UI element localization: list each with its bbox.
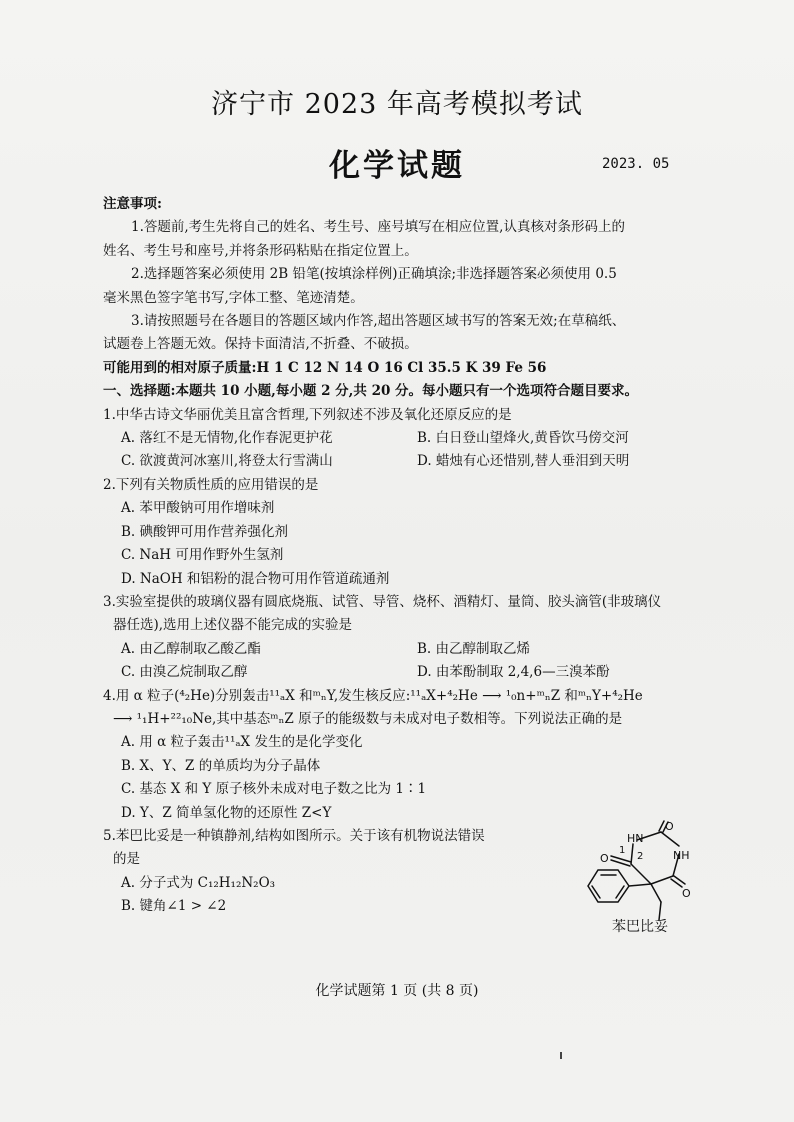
option-d: D. NaOH 和铝粉的混合物可用作管道疏通剂 — [121, 570, 390, 587]
option-c: C. NaH 可用作野外生氢剂 — [121, 547, 284, 564]
question-5-stem: 5.苯巴比妥是一种镇静剂,结构如图所示。关于该有机物说法错误 — [103, 827, 485, 844]
question-1-options-row — [103, 427, 699, 450]
atom-label-o-top: O — [665, 820, 674, 833]
exam-main-title: 济宁市 2023 年高考模拟考试 — [211, 89, 583, 120]
option-d: D. Y、Z 简单氢化物的还原性 Z<Y — [121, 804, 332, 821]
option-d: D. 蜡烛有心还惜别,替人垂泪到天明 — [417, 453, 630, 470]
option-c: C. 由溴乙烷制取乙醇 — [121, 664, 248, 681]
exam-subject-title: 化学试题 — [329, 148, 465, 184]
option-b: B. 键角∠1 > ∠2 — [121, 898, 227, 915]
section-title: 一、选择题:本题共 10 小题,每小题 2 分,共 20 分。每小题只有一个选项符合题目要求。 — [103, 383, 639, 400]
question-4-stem-cont: ⟶ ¹₁H+²²₁₀Ne,其中基态ᵐₙZ 原子的能级数与未成对电子数相等。下列说法正确的是 — [113, 710, 623, 727]
question-2-stem: 2.下列有关物质性质的应用错误的是 — [103, 476, 319, 493]
notice-line: 毫米黑色签字笔书写,字体工整、笔迹清楚。 — [103, 289, 364, 306]
option-c: C. 基态 X 和 Y 原子核外未成对电子数之比为 1∶1 — [121, 781, 427, 798]
notice-line: 姓名、考生号和座号,并将条形码粘贴在指定位置上。 — [103, 242, 418, 259]
atomic-mass-line: 可能用到的相对原子质量:H 1 C 12 N 14 O 16 Cl 35.5 K 39 Fe 56 — [103, 359, 547, 376]
option-c: C. 欲渡黄河冰塞川,将登太行雪满山 — [121, 453, 333, 470]
question-5-stem-cont: 的是 — [113, 851, 140, 868]
stray-mark — [560, 1052, 562, 1059]
question-3-stem: 3.实验室提供的玻璃仪器有圆底烧瓶、试管、导管、烧杯、酒精灯、量筒、胶头滴管(非玻璃仪 — [103, 593, 662, 610]
angle-label-2: 2 — [637, 851, 644, 862]
atom-label-nh: NH — [673, 849, 690, 862]
option-a: A. 分子式为 C₁₂H₁₂N₂O₃ — [121, 874, 276, 891]
figure-caption: 苯巴比妥 — [612, 919, 668, 935]
atom-label-o-right: O — [682, 887, 691, 900]
exam-content — [103, 193, 699, 919]
question-3-options-row — [103, 638, 699, 661]
notice-line: 2.选择题答案必须使用 2B 铅笔(按填涂样例)正确填涂;非选择题答案必须使用 0.5 — [131, 266, 617, 283]
option-b: B. 由乙醇制取乙烯 — [417, 640, 531, 657]
notice-line: 3.请按照题号在各题目的答题区域内作答,超出答题区域书写的答案无效;在草稿纸、 — [131, 313, 626, 330]
option-b: B. 白日登山望烽火,黄昏饮马傍交河 — [417, 430, 629, 447]
option-d: D. 由苯酚制取 2,4,6—三溴苯酚 — [417, 664, 610, 681]
question-4-stem: 4.用 α 粒子(⁴₂He)分别轰击¹¹ₐX 和ᵐₙY,发生核反应:¹¹ₐX+⁴₂He ⟶ ¹₀n+ᵐₙZ 和ᵐₙY+⁴₂He — [103, 687, 643, 704]
atom-label-hn: HN — [627, 832, 644, 845]
option-b: B. X、Y、Z 的单质均为分子晶体 — [121, 757, 321, 774]
notice-line: 试题卷上答题无效。保持卡面清洁,不折叠、不破损。 — [103, 336, 418, 353]
atom-label-o-left: O — [600, 852, 609, 865]
option-a: A. 用 α 粒子轰击¹¹ₐX 发生的是化学变化 — [121, 734, 363, 751]
question-1-options-row — [103, 450, 699, 473]
option-a: A. 由乙醇制取乙酸乙酯 — [121, 640, 261, 657]
notice-line: 1.答题前,考生先将自己的姓名、考生号、座号填写在相应位置,认真核对条形码上的 — [131, 219, 625, 236]
question-3-options-row — [103, 661, 699, 684]
exam-date: 2023. 05 — [602, 156, 670, 172]
angle-label-1: 1 — [619, 845, 626, 856]
question-1-stem: 1.中华古诗文华丽优美且富含哲理,下列叙述不涉及氧化还原反应的是 — [103, 406, 512, 423]
question-3-stem-cont: 器任选),选用上述仪器不能完成的实验是 — [113, 617, 353, 634]
option-a: A. 落红不是无情物,化作春泥更护花 — [121, 430, 333, 447]
option-b: B. 碘酸钾可用作营养强化剂 — [121, 523, 289, 540]
option-a: A. 苯甲酸钠可用作增味剂 — [121, 500, 275, 517]
notice-heading: 注意事项: — [103, 196, 162, 212]
page-footer: 化学试题第 1 页 (共 8 页) — [315, 983, 479, 999]
